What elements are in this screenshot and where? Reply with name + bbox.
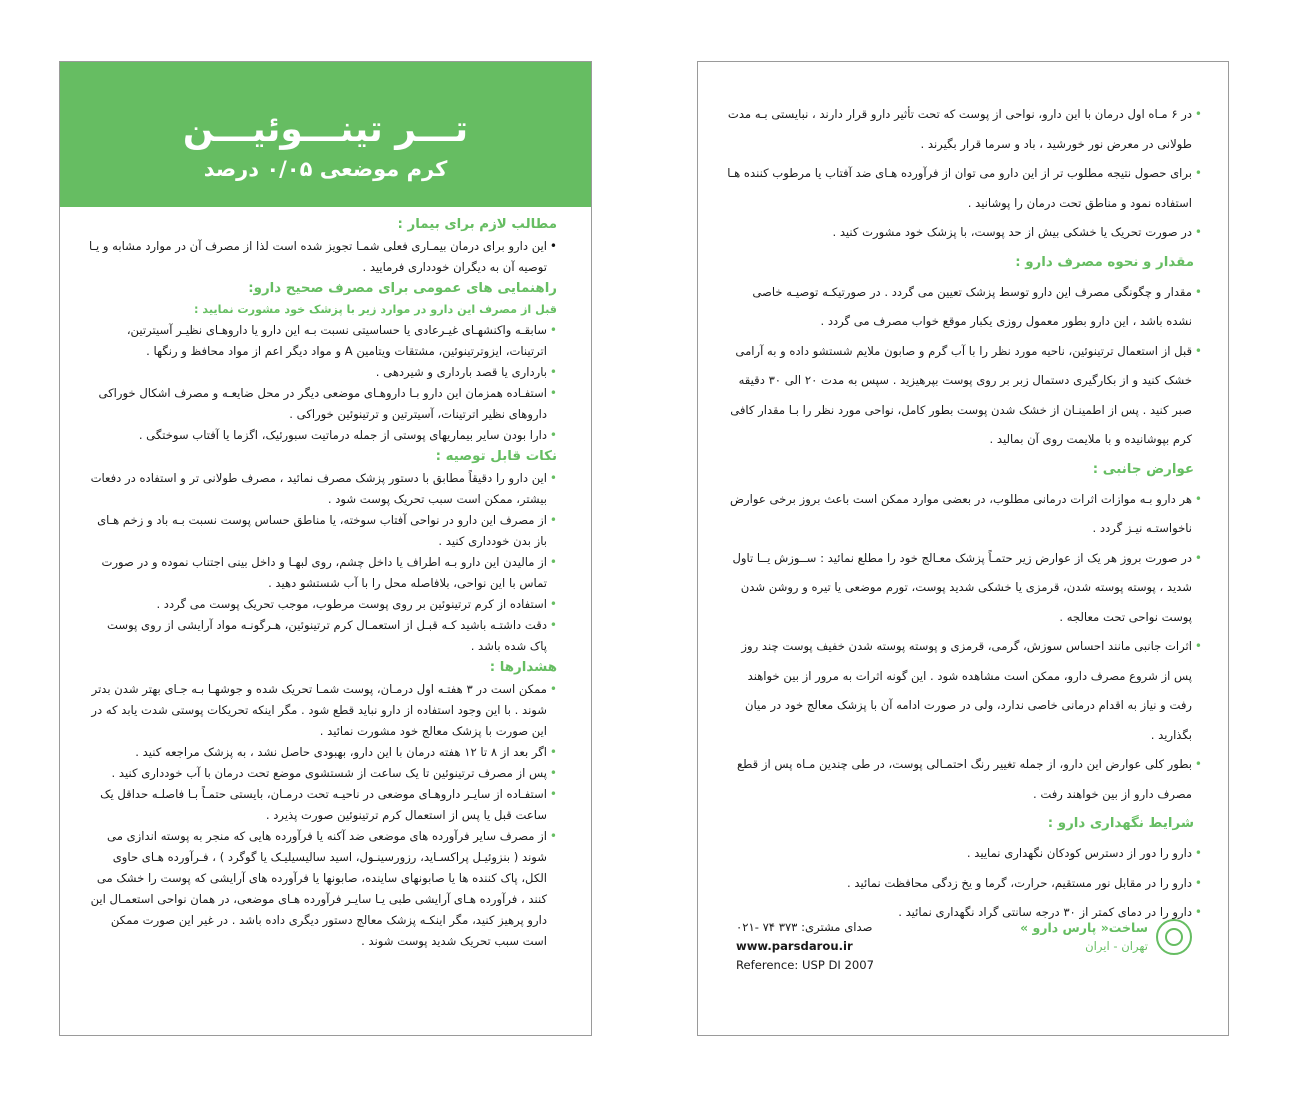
list-item-text: مقدار و چگونگی مصرف این دارو توسط پزشک تعیین می گردد . در صورتیکـه توصیـه خاصی نشده باشد ، این دارو بطور معمول روزی یکبار موقع خواب مصرف می گردد .	[752, 284, 1192, 328]
manufacturer-block	[1020, 918, 1192, 956]
list-item-text: ممکن است در ۳ هفتـه اول درمـان، پوست شمـا تحریک شده و جوشهـا بـه جـای بهتر شدن بدتر شوند . با این وجود استفاده از دارو نباید قطع شود . مگر اینکه تحریکات پوستی شدت یابد که در این صورت با پزشک معالج خود مشورت نمائید .	[91, 682, 547, 738]
bullet-icon: •	[1194, 107, 1202, 121]
bullet-icon: •	[549, 555, 557, 569]
bullet-icon: •	[549, 766, 557, 780]
list-item-text: از مالیدن این دارو بـه اطراف یا داخل چشم، روی لبهـا و داخل بینی اجتناب نموده و در صورت تماس با این نواحی، بلافاصله محل را با آب شستشو دهید .	[101, 555, 547, 590]
product-title: تـــر تینـــوئیـــن	[182, 109, 469, 150]
bullet-icon: •	[1194, 225, 1202, 239]
list-item	[726, 750, 1202, 809]
list-item	[88, 425, 557, 446]
bullet-icon: •	[549, 618, 557, 632]
list-item	[88, 826, 557, 952]
reference-note: Reference: USP DI 2007	[736, 958, 875, 972]
bullet-icon: •	[1194, 905, 1202, 919]
bullet-icon: •	[549, 386, 557, 400]
list-item	[726, 100, 1202, 159]
list-item	[88, 784, 557, 826]
list-item	[88, 510, 557, 552]
list-item	[726, 337, 1202, 455]
bullet-icon: •	[549, 787, 557, 801]
right-content	[698, 62, 1228, 928]
list-item	[726, 839, 1202, 869]
list-item-text: بارداری یا قصد بارداری و شیردهی .	[375, 365, 547, 379]
list-item-text: دارو را در دمای کمتر از ۳۰ درجه سانتی گراد نگهداری نمائید .	[898, 905, 1192, 919]
list-item-text: بطور کلی عوارض این دارو، از جمله تغییر رنگ احتمـالی پوست، در طی چندین مـاه پس از قطع مصرف دارو از بین خواهند رفت .	[737, 757, 1192, 801]
list-item	[88, 320, 557, 362]
left-content	[60, 207, 591, 952]
bullet-icon: •	[1194, 550, 1202, 565]
left-leaflet-panel	[59, 61, 592, 1036]
list-item	[726, 485, 1202, 544]
list-item-text: در ۶ مـاه اول درمان با این دارو، نواحی از پوست که تحت تأثیر دارو قرار دارند ، نبایستی بـه مدت طولانی در معرض نور خورشید ، باد و سرما قرار بگیرند .	[727, 107, 1192, 151]
warnings-list	[88, 679, 557, 952]
manufacturer-name: ساخت« پارس دارو »	[1020, 920, 1148, 935]
bullet-icon: •	[549, 682, 557, 696]
list-item	[88, 236, 557, 278]
list-item-text: استفـاده از سایـر داروهـای موضعی در ناحیـه تحت درمـان، بایستی حتمـاً بـا فاصلـه حداقل یک ساعت قبل یا پس از استعمال کرم ترتینوئین صورت پذیرد .	[100, 787, 547, 822]
dosage-heading: مقدار و نحوه مصرف دارو :	[1015, 254, 1194, 270]
right-leaflet-panel	[697, 61, 1229, 1036]
bullet-icon: •	[549, 323, 557, 337]
bullet-icon: •	[1194, 639, 1202, 653]
list-item-text: دارا بودن سایر بیماریهای پوستی از جمله درماتیت سبورئیک، اگزما یا آفتاب سوختگی .	[138, 428, 547, 442]
list-item	[726, 632, 1202, 750]
side-effects-list	[726, 485, 1202, 810]
bullet-icon: •	[1194, 875, 1202, 890]
storage-heading: شرایط نگهداری دارو :	[1047, 816, 1194, 831]
list-item	[88, 615, 557, 657]
list-item-text: هر دارو بـه موازات اثرات درمانی مطلوب، در بعضی موارد ممکن است باعث بروز برخی عوارض ناخواستـه نیـز گردد .	[730, 491, 1192, 535]
list-item	[88, 468, 557, 510]
list-item-text: برای حصول نتیجه مطلوب تر از این دارو می توان از فرآورده هـای ضد آفتاب یا مرطوب کننده هـا استفاده نمود و مناطق تحت درمان را پوشانید .	[727, 166, 1192, 210]
list-item	[88, 552, 557, 594]
warnings-heading: هشدارها :	[489, 660, 557, 675]
list-item-text: دارو را در مقابل نور مستقیم، حرارت، گرما و یخ زدگی محافظت نمائید .	[847, 875, 1192, 890]
bullet-icon: •	[1194, 491, 1202, 506]
side-effects-heading: عوارض جانبی :	[1092, 461, 1194, 477]
tips-list	[88, 468, 557, 657]
tips-heading: نکات قابل توصیه :	[435, 449, 557, 464]
bullet-icon: •	[549, 829, 557, 843]
bullet-icon: •	[549, 745, 557, 759]
list-item	[88, 679, 557, 742]
list-item-text: دقت داشتـه باشید کـه قبـل از استعمـال کرم ترتینوئین، هـرگونـه مواد آرایشی از روی پوست پاک شده باشد .	[107, 618, 547, 653]
contact-block	[736, 918, 874, 975]
list-item	[88, 594, 557, 615]
general-guide-heading: راهنمایی های عمومی برای مصرف صحیح دارو:	[248, 281, 557, 296]
bullet-icon: •	[1194, 757, 1202, 771]
pars-darou-logo-icon	[1156, 919, 1192, 955]
list-item-text: پس از مصرف ترتینوئین تا یک ساعت از شستشوی موضع تحت درمان با آب خودداری کنید .	[111, 766, 547, 780]
list-item-text: دارو را دور از دسترس کودکان نگهداری نمایید .	[966, 846, 1192, 860]
list-item-text: از مصرف سایر فرآورده های موضعی ضد آکنه یا فرآورده هایی که منجر به پوسته اندازی می شوند ( بنزوئیـل پراکسـاید، رزورسینـول، اسید سالیسیلیـک یا گوگرد ) ، فـرآورده هـای حاوی الکل، پاک کننده ها یا صابونهای ساینده، صابونها یا فرآورده های آرایشی که پوست را خشک می کنند ، فرآورده هـای آرایشی طبی یـا سایـر فرآورده هـای موضعی، در همان نواحی استعمـال این دارو پرهیز کنید، مگر اینکـه پزشک معالج دستور دیگری داده باشد . در غیر این صورت ممکن است سبب تحریک شدید پوست شوند .	[90, 829, 547, 948]
intro-list	[726, 100, 1202, 248]
patient-info-list	[88, 236, 557, 278]
list-item	[726, 159, 1202, 218]
bullet-icon: •	[549, 597, 557, 611]
list-item	[88, 383, 557, 425]
bullet-icon: •	[549, 428, 557, 442]
website-link[interactable]: www.parsdarou.ir	[736, 939, 853, 953]
list-item	[726, 544, 1202, 633]
dosage-list	[726, 278, 1202, 455]
general-guide-subheading: قبل از مصرف این دارو در موارد زیر با پزشک خود مشورت نمایید :	[194, 303, 557, 316]
bullet-icon: •	[1194, 343, 1202, 358]
product-subtitle: کرم موضعی ۰/۰۵ درصد	[203, 157, 448, 181]
list-item	[88, 362, 557, 383]
bullet-icon: •	[1194, 846, 1202, 860]
bullet-icon: •	[549, 239, 557, 253]
list-item-text: در صورت تحریک یا خشکی بیش از حد پوست، با پزشک خود مشورت کنید .	[832, 225, 1192, 239]
list-item-text: این دارو را دقیقاً مطابق با دستور پزشک مصرف نمائید ، مصرف طولانی تر و استفاده در دفعات بیشتر، ممکن است سبب تحریک پوست شود .	[90, 471, 547, 506]
customer-phone: صدای مشتری: ۳۷۳ ۷۴ -۰۲۱	[736, 920, 873, 934]
bullet-icon: •	[1194, 166, 1202, 180]
list-item-text: اگر بعد از ۸ تا ۱۲ هفته درمان با این دارو، بهبودی حاصل نشد ، به پزشک مراجعه کنید .	[135, 745, 547, 759]
manufacturer-text	[1020, 918, 1148, 956]
list-item-text: این دارو برای درمان بیمـاری فعلی شمـا تجویز شده است لذا از مصرف آن در موارد مشابه و یـا توصیه آن به دیگران خودداری فرمایید .	[89, 239, 547, 274]
patient-info-heading: مطالب لازم برای بیمار :	[397, 217, 557, 232]
product-header	[60, 62, 591, 207]
list-item-text: استفـاده همزمان این دارو بـا داروهـای موضعی دیگر در محل ضایعـه و مصرف اشکال خوراکی داروهای نظیر اترتینات، آسیترتین و ترتینوئین خوراکی .	[98, 386, 547, 421]
list-item	[726, 869, 1202, 899]
list-item	[726, 218, 1202, 248]
bullet-icon: •	[549, 471, 557, 485]
list-item-text: استفاده از کرم ترتینوئین بر روی پوست مرطوب، موجب تحریک پوست می گردد .	[156, 597, 547, 611]
list-item-text: از مصرف این دارو در نواحی آفتاب سوخته، یا مناطق حساس پوست نسبت بـه باد و زخم هـای باز بدن خودداری کنید .	[97, 513, 547, 548]
manufacturer-location: تهران - ایران	[1085, 939, 1148, 953]
bullet-icon: •	[549, 365, 557, 379]
list-item	[88, 742, 557, 763]
bullet-icon: •	[549, 513, 557, 527]
list-item-text: سابقـه واکنشهـای غیـرعادی یا حساسیتی نسبت بـه این دارو یا داروهـای نظیـر آسیترتین، اترتینات، ایزوترتینوئین، مشتقات ویتامین A و مواد دیگر اعم از مواد محافظ و رنگها .	[126, 323, 547, 358]
bullet-icon: •	[1194, 284, 1202, 299]
list-item-text: اثرات جانبی مانند احساس سوزش، گرمی، قرمزی و پوسته پوسته شدن خفیف پوست چند روز پس از شروع مصرف دارو، ممکن است مشاهده شود . این گونه اثرات به مرور از بین خواهند رفت و نیاز به اقدام درمانی خاصی ندارد، ولی در صورت ادامه آن با پزشک معالج خود در میان بگذارید .	[741, 639, 1192, 742]
list-item	[88, 763, 557, 784]
list-item-text: در صورت بروز هر یک از عوارض زیر حتمـاً پزشک معـالج خود را مطلع نمائید : ســوزش یــا تاول شدید ، پوسته پوسته شدن، قرمزی یا خشکی شدید پوست، تورم موضعی یا تیره و روشن شدن پوست نواحی تحت معالجه .	[732, 550, 1192, 624]
general-guide-list	[88, 320, 557, 446]
list-item-text: قبل از استعمال ترتینوئین، ناحیه مورد نظر را با آب گرم و صابون ملایم شستشو داده و به آرامی خشک کنید و از بکارگیری دستمال زبر بر روی پوست بپرهیزید . سپس به مدت ۲۰ الی ۳۰ دقیقه صبر کنید . پس از اطمینـان از خشک شدن پوست بطور کامل، نواحی مورد نظر را بـا مقدار کافی کرم بپوشانیده و با ملایمت روی آن بمالید .	[730, 343, 1192, 446]
list-item	[726, 278, 1202, 337]
leaflet-footer	[698, 914, 1228, 1004]
